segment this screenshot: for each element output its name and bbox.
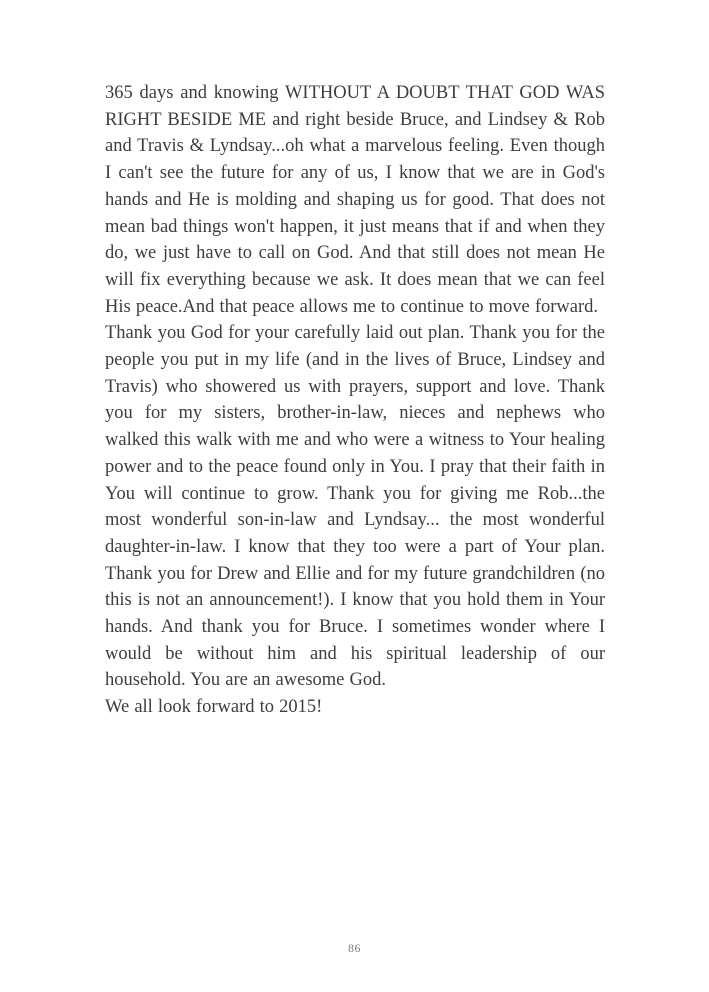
paragraph: Thank you God for your carefully laid out plan. Thank you for the people you put in my life (and in the lives of Bruce, Lindsey and Travis) who showered us with prayers, support and love. Thank you for my sisters, brother-in-law, nieces and nephews who walked this walk with me and who were a witness to Your healing power and to the peace found only in You. I pray that their faith in You will continue to grow. Thank you for giving me Rob...the most wonderful son-in-law and Lyndsay... the most wonderful daughter-in-law. I know that they too were a part of Your plan. Thank you for Drew and Ellie and for my future grandchildren (no this is not an announcement!). I know that you hold them in Your hands. And thank you for Bruce. I sometimes wonder where I would be without him and his spiritual leadership of our household. You are an awesome God. [105, 323, 605, 691]
body-text [105, 80, 605, 721]
page-number: 86 [348, 941, 361, 955]
paragraph: 365 days and knowing WITHOUT A DOUBT THAT GOD WAS RIGHT BESIDE ME and right beside Bruce, and Lindsey & Rob and Travis & Lyndsay...oh what a marvelous feeling. Even though I can't see the future for any of us, I know that we are in God's hands and He is molding and shaping us for good. That does not mean bad things won't happen, it just means that if and when they do, we just have to call on God. And that still does not mean He will fix everything because we ask. It does mean that we can feel His peace.And that peace allows me to continue to move forward. [105, 83, 605, 317]
paragraph: We all look forward to 2015! [105, 697, 323, 718]
